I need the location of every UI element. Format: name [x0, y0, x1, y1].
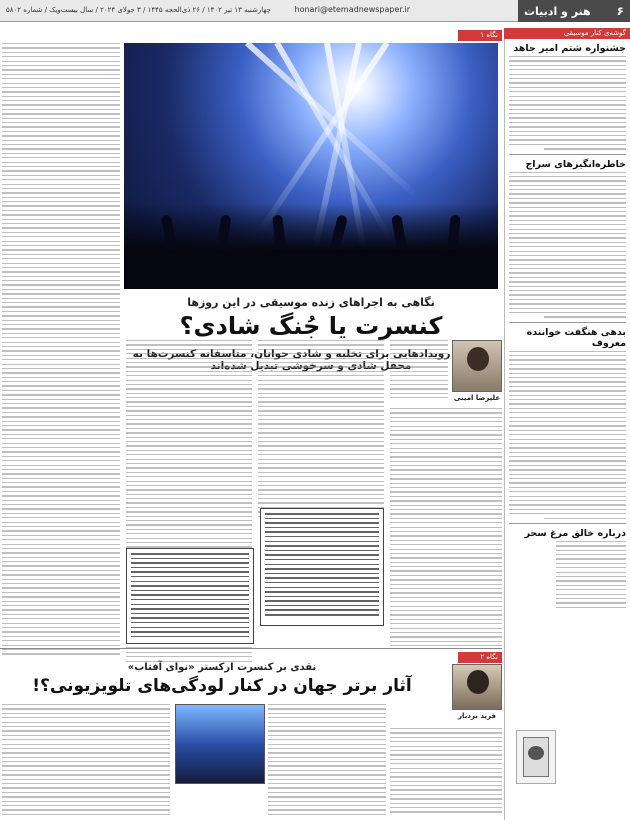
sidebar-item-title: درباره خالق مرغ سحر: [524, 527, 626, 539]
sidebar-item-text: [509, 351, 626, 519]
issue-line: چهارشنبه ۱۳ تیر ۱۴۰۲ / ۲۶ ذی‌الحجه ۱۴۴۵ / ۳ جولای ۲۰۲۴ / سال بیست‌ویک / شماره ۵۸۰۲: [6, 6, 271, 14]
concert-photo: [175, 704, 265, 784]
sidebar-column: [504, 28, 630, 820]
section-box: [518, 0, 630, 22]
sidebar-item-title: بدهی هنگفت خواننده معروف: [526, 326, 626, 349]
lead-headline: کنسرت یا جُنگ شادی؟: [179, 312, 443, 340]
article-column: [2, 43, 120, 663]
lead-kicker: نگاهی به اجراهای زنده موسیقی در این روزها: [187, 296, 435, 309]
author-name: فرید بردبار: [458, 712, 496, 720]
section-title: هنر و ادبیات: [524, 4, 591, 18]
masthead-bar: [0, 0, 630, 22]
sidebar-tag: گوشه‌ی کنار موسیقی: [504, 28, 630, 39]
second-kicker: نقدی بر کنسرت ارکستر «نوای آفتاب»: [127, 662, 317, 673]
book-cover-icon: [516, 730, 556, 784]
sidebar-item-text: [556, 541, 626, 608]
article-column: [390, 728, 502, 816]
divider: [0, 648, 502, 649]
page-number: ۶: [616, 4, 624, 18]
article-column: [268, 704, 386, 818]
divider: [509, 154, 626, 155]
pull-quote: [260, 508, 384, 626]
divider: [509, 523, 626, 524]
email-address[interactable]: honari@etemadnewspaper.ir: [294, 5, 410, 14]
author-photo: [452, 664, 502, 710]
article-column: [390, 408, 502, 649]
concert-photo: [124, 43, 498, 289]
article-column: [390, 340, 448, 401]
sidebar-item-text: [509, 56, 626, 150]
author-name: علیرضا امینی: [453, 394, 501, 402]
author-photo: [452, 340, 502, 392]
lead-tag: نگاه ۱: [458, 30, 502, 41]
sidebar-item-title: جشنواره شتم امیر جاهد: [513, 43, 626, 54]
divider: [509, 322, 626, 323]
second-headline: آثار برتر جهان در کنار لودگی‌های تلویزیونی؟!: [32, 676, 412, 696]
article-column: [2, 704, 170, 818]
main-area: [0, 28, 502, 820]
second-tag: نگاه ۲: [458, 652, 502, 663]
article-column: [258, 340, 384, 520]
pull-quote: [126, 548, 254, 644]
sidebar-item-text: [509, 172, 626, 318]
sidebar-item-title: خاطره‌انگیزهای سراج: [525, 158, 626, 170]
